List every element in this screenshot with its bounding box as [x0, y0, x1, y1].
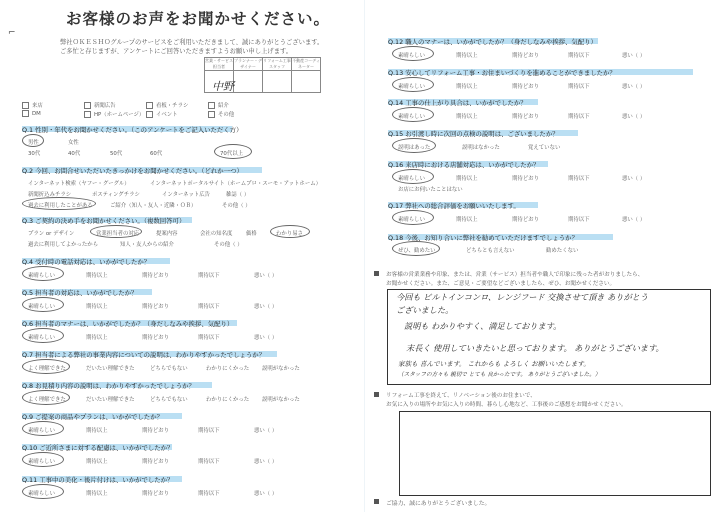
q1-option[interactable]: 60代	[150, 151, 163, 157]
q16-option[interactable]: 悪い（ ）	[622, 176, 646, 182]
q13-circle-mark	[392, 77, 434, 92]
q1-option[interactable]: 70代以上	[220, 151, 244, 157]
q10-label: Q.10 ご近所さまに対する配慮は、いかがでしたか？	[22, 444, 174, 452]
q12-option[interactable]: 期待どおり	[512, 53, 539, 59]
q12-option[interactable]: 素晴らしい	[398, 53, 425, 59]
column-divider	[364, 0, 365, 512]
q5-label: Q.5 担当者の対応は、いかがでしたか？	[22, 289, 138, 297]
source-option[interactable]: 新聞広告	[84, 101, 116, 109]
q2-circle-mark	[22, 197, 96, 210]
q4-option[interactable]: 悪い（ ）	[254, 273, 278, 279]
staff-grid-cell[interactable]	[263, 71, 292, 93]
q4-circle-mark	[22, 266, 64, 281]
source-option[interactable]: DM	[22, 110, 41, 117]
source-option[interactable]: その他	[208, 110, 234, 118]
comment-handwritten-line: （スタッフの方々も 親切で とても 良かったです。 ありがとうございました。）	[398, 372, 601, 378]
q6-option[interactable]: 悪い（ ）	[254, 335, 278, 341]
q5-option[interactable]: 悪い（ ）	[254, 304, 278, 310]
comment-handwritten-line: ございました。	[396, 305, 454, 315]
q1-option[interactable]: 30代	[28, 151, 41, 157]
q11-option[interactable]: 期待どおり	[142, 491, 169, 497]
q10-option[interactable]: 期待以下	[198, 459, 220, 465]
q18-option[interactable]: 勧めたくない	[546, 248, 579, 254]
q6-circle-mark	[22, 328, 64, 343]
q6-option[interactable]: 期待どおり	[142, 335, 169, 341]
comment-handwritten-line: 末長く 使用していきたいと思っております。 ありがとうございます。	[406, 343, 664, 353]
source-option[interactable]: 来店	[22, 101, 43, 109]
intro-line-2: ご多忙と存じますが、アンケートにご回答いただきますようお願い申し上げます。	[60, 48, 293, 55]
q15-option[interactable]: 説明はなかった	[462, 145, 500, 151]
q17-option[interactable]: 期待どおり	[512, 217, 539, 223]
q11-circle-mark	[22, 484, 64, 499]
q7-option[interactable]: どちらでもない	[150, 366, 188, 372]
q2-option[interactable]: 新聞折込みチラシ	[28, 192, 72, 198]
q11-option[interactable]: 期待以下	[198, 491, 220, 497]
q5-option[interactable]: 期待以上	[86, 304, 108, 310]
comments-label-line-1: お客様の営業業務や印象、または、営業（サービス）担当者や職人で印象に残った者がおりましたら、	[386, 272, 644, 278]
q17-label: Q.17 弊社への総合評価をお願いいたします。	[388, 202, 520, 210]
source-option[interactable]: 看板・チラシ	[146, 101, 188, 109]
q17-option[interactable]: 期待以下	[568, 217, 590, 223]
q4-option[interactable]: 期待どおり	[142, 273, 169, 279]
q13-option[interactable]: 素晴らしい	[398, 84, 425, 90]
q12-label: Q.12 職人のマナーは、いかがでしたか？（身だしなみや挨拶、気配り）	[388, 38, 597, 46]
q7-option[interactable]: 説明がなかった	[262, 366, 300, 372]
q14-option[interactable]: 期待以上	[456, 114, 478, 120]
q9-option[interactable]: 期待以上	[86, 428, 108, 434]
footer-thanks: ご協力、誠にありがとうございました。	[386, 501, 491, 507]
reform-label-line-1: リフォーム工事を終えて、リノベーション後のお住まいで、	[386, 393, 536, 399]
section-bullet-icon	[374, 499, 379, 504]
q2-option[interactable]: 過去に利用したことがある	[28, 203, 93, 209]
q3-option[interactable]: 過去に利用してよかったから	[28, 242, 99, 248]
q16-extra-option[interactable]: お店にお伺いたことはない	[398, 187, 463, 193]
q3-option[interactable]: 営業担当者の対応	[96, 231, 140, 237]
section-bullet-icon	[374, 271, 379, 276]
q2-option[interactable]: その他（ ）	[222, 203, 251, 209]
q3-option[interactable]: プラン or デザイン	[28, 231, 75, 237]
q4-option[interactable]: 期待以上	[86, 273, 108, 279]
q3-option[interactable]: 会社の知名度	[200, 231, 233, 237]
q13-option[interactable]: 悪い（ ）	[622, 84, 646, 90]
staff-grid-cell[interactable]	[292, 71, 321, 93]
q9-option[interactable]: 素晴らしい	[28, 428, 55, 434]
source-option[interactable]: HP（ホームページ）	[84, 110, 144, 118]
page-title: お客様のお声をお聞かせください。	[66, 10, 331, 28]
q18-circle-mark	[392, 241, 440, 256]
comment-handwritten-line: 説明も わかりやすく、満足しております。	[404, 321, 562, 331]
q3-circle-mark	[90, 225, 142, 238]
q3-circle-mark	[270, 225, 310, 238]
q14-label: Q.14 工事の仕上がり具合は、いかがでしたか？	[388, 99, 527, 107]
q2-option[interactable]: インターネット広告	[162, 192, 211, 198]
q4-option[interactable]: 期待以下	[198, 273, 220, 279]
q2-option[interactable]: インターネットポータルサイト（ホームプロ・スーモ・アットホーム）	[150, 181, 321, 187]
q7-option[interactable]: よく理解できた	[28, 366, 66, 372]
q17-option[interactable]: 悪い（ ）	[622, 217, 646, 223]
intro-line-1: 弊社ＯＫＥＳＨＯグループのサービスをご利用いただきまして、誠にありがとうございます。	[60, 39, 324, 46]
q18-option[interactable]: どちらとも言えない	[466, 248, 515, 254]
q11-option[interactable]: 素晴らしい	[28, 491, 55, 497]
staff-grid-cell[interactable]	[234, 71, 263, 93]
q2-option[interactable]: ポスティングチラシ	[92, 192, 140, 198]
q17-option[interactable]: 期待以上	[456, 217, 478, 223]
q2-option[interactable]: 雑誌（ ）	[226, 192, 250, 198]
q5-circle-mark	[22, 297, 64, 312]
comment-handwritten-line: 家族も 喜んでいます。 これからも よろしく お願いいたします。	[398, 360, 590, 368]
q11-option[interactable]: 悪い（ ）	[254, 491, 278, 497]
q7-option[interactable]: だいたい理解できた	[86, 366, 135, 372]
q3-option[interactable]: 価格	[246, 231, 257, 237]
q15-option[interactable]: 覚えていない	[528, 145, 561, 151]
q17-circle-mark	[392, 210, 434, 225]
q10-circle-mark	[22, 452, 64, 467]
q2-label: Q.2 今回、お問合せいただいたきっかけをお聞かせください。（どれか一つ）	[22, 167, 243, 175]
q3-option[interactable]: その他（ ）	[214, 242, 243, 248]
q13-option[interactable]: 期待以下	[568, 84, 590, 90]
q4-option[interactable]: 素晴らしい	[28, 273, 55, 279]
q16-option[interactable]: 期待以上	[456, 176, 478, 182]
q1-option[interactable]: 女性	[68, 140, 79, 146]
q6-label: Q.6 担当者のマナーは、いかがでしたか？（身だしなみや挨拶、気配り）	[22, 320, 234, 328]
q3-label: Q.3 ご契約の決め手をお聞かせください。（複数回答可）	[22, 217, 186, 225]
q14-option[interactable]: 悪い（ ）	[622, 114, 646, 120]
q10-option[interactable]: 期待どおり	[142, 459, 169, 465]
q8-option[interactable]: 説明がなかった	[262, 397, 300, 403]
q14-option[interactable]: 期待どおり	[512, 114, 539, 120]
q13-label: Q.13 安心してリフォーム工事・お住まいづくりを進めることができましたか？	[388, 69, 616, 77]
q12-option[interactable]: 期待以下	[568, 53, 590, 59]
q7-circle-mark	[22, 359, 70, 374]
q18-label: Q.18 今後、お知り合いに弊社を勧めていただけますでしょうか？	[388, 234, 578, 242]
q16-option[interactable]: 素晴らしい	[398, 176, 425, 182]
q3-option[interactable]: わかり易さ	[276, 231, 303, 237]
q4-label: Q.4 受付時の電話対応は、いかがでしたか？	[22, 258, 151, 266]
q9-label: Q.9 ご提案の商品やプランは、いかがでしたか？	[22, 413, 163, 421]
q7-label: Q.7 担当者による弊社の事業内容についての説明は、わかりやすかったでしょうか？	[22, 351, 266, 359]
q10-option[interactable]: 期待以上	[86, 459, 108, 465]
q9-circle-mark	[22, 421, 64, 436]
q16-label: Q.16 来店時における店舗対応は、いかがでしたか？	[388, 161, 540, 169]
q1-circle-mark	[214, 144, 252, 159]
q13-option[interactable]: 期待どおり	[512, 84, 539, 90]
q16-option[interactable]: 期待どおり	[512, 176, 539, 182]
q1-label: Q.1 性別・年代をお聞かせください。（このアンケートをご記入いただく方）	[22, 126, 243, 134]
q2-option[interactable]: インターネット検索（ヤフー・グーグル）	[28, 181, 130, 187]
q10-option[interactable]: 悪い（ ）	[254, 459, 278, 465]
q6-option[interactable]: 素晴らしい	[28, 335, 55, 341]
section-bullet-icon	[374, 392, 379, 397]
reform-label-line-2: お気に入りの場所やお気に入りの時間、暮らし心地など、工事後のご感想をお聞かせください。	[386, 402, 627, 408]
staff-grid-header: 不動産コーディネーター	[292, 58, 320, 69]
q9-option[interactable]: 悪い（ ）	[254, 428, 278, 434]
q1-option[interactable]: 50代	[110, 151, 123, 157]
source-option[interactable]: 紹介	[208, 101, 229, 109]
staff-grid-header: 営業・サービス担当者	[205, 58, 233, 69]
q15-circle-mark	[392, 138, 436, 153]
q15-label: Q.15 お引渡し時に次回の点検の説明は、ございましたか？	[388, 130, 559, 138]
staff-grid-header: プランナー・デザイナー	[234, 58, 262, 69]
q12-circle-mark	[392, 46, 434, 61]
q9-option[interactable]: 期待以下	[198, 428, 220, 434]
q8-circle-mark	[22, 390, 70, 405]
q11-label: Q.11 工事中の美化・後片付けは、いかがでしたか？	[22, 476, 174, 484]
q12-option[interactable]: 期待以上	[456, 53, 478, 59]
q12-option[interactable]: 悪い（ ）	[622, 53, 646, 59]
q1-option[interactable]: 40代	[68, 151, 81, 157]
q6-option[interactable]: 期待以上	[86, 335, 108, 341]
q16-option[interactable]: 期待以下	[568, 176, 590, 182]
q10-option[interactable]: 素晴らしい	[28, 459, 55, 465]
staff-grid-header: リフォーム工事スタッフ	[263, 58, 291, 69]
q5-option[interactable]: 期待以下	[198, 304, 220, 310]
comment-handwritten-line: 今回も ビルトインコンロ、レンジフード 交換させて頂き ありがとう	[396, 292, 649, 302]
q7-option[interactable]: わかりにくかった	[206, 366, 250, 372]
q13-option[interactable]: 期待以上	[456, 84, 478, 90]
q16-circle-mark	[392, 169, 434, 184]
q1-option[interactable]: 男性	[28, 140, 39, 146]
q3-option[interactable]: 提案内容	[156, 231, 178, 237]
q18-option[interactable]: ぜひ、勧めたい	[398, 248, 436, 254]
q9-option[interactable]: 期待どおり	[142, 428, 169, 434]
q2-option[interactable]: ご紹介（知人・友人・近隣・ＯＢ）	[110, 203, 197, 209]
handwritten-staff-name: 中野	[212, 80, 234, 93]
q5-option[interactable]: 素晴らしい	[28, 304, 55, 310]
q5-option[interactable]: 期待どおり	[142, 304, 169, 310]
reform-box[interactable]	[399, 411, 711, 496]
q11-option[interactable]: 期待以上	[86, 491, 108, 497]
q8-label: Q.8 お見積り内容の説明は、わかりやすかったでしょうか？	[22, 382, 195, 390]
source-option[interactable]: イベント	[146, 110, 178, 118]
q8-option[interactable]: わかりにくかった	[206, 397, 250, 403]
q3-option[interactable]: 知人・友人からの紹介	[120, 242, 174, 248]
q14-option[interactable]: 期待以下	[568, 114, 590, 120]
q8-option[interactable]: よく理解できた	[28, 397, 66, 403]
q17-option[interactable]: 素晴らしい	[398, 217, 425, 223]
q14-option[interactable]: 素晴らしい	[398, 114, 425, 120]
q8-option[interactable]: だいたい理解できた	[86, 397, 135, 403]
comments-label-line-2: お聞かせください。また、ご意見・ご要望などございましたら、ぜひ、お聞かせください。	[386, 281, 616, 287]
q15-option[interactable]: 説明はあった	[398, 145, 431, 151]
q1-circle-mark	[22, 134, 44, 147]
corner-mark: ⌐	[8, 28, 16, 38]
q6-option[interactable]: 期待以下	[198, 335, 220, 341]
q8-option[interactable]: どちらでもない	[150, 397, 188, 403]
q14-circle-mark	[392, 107, 434, 122]
